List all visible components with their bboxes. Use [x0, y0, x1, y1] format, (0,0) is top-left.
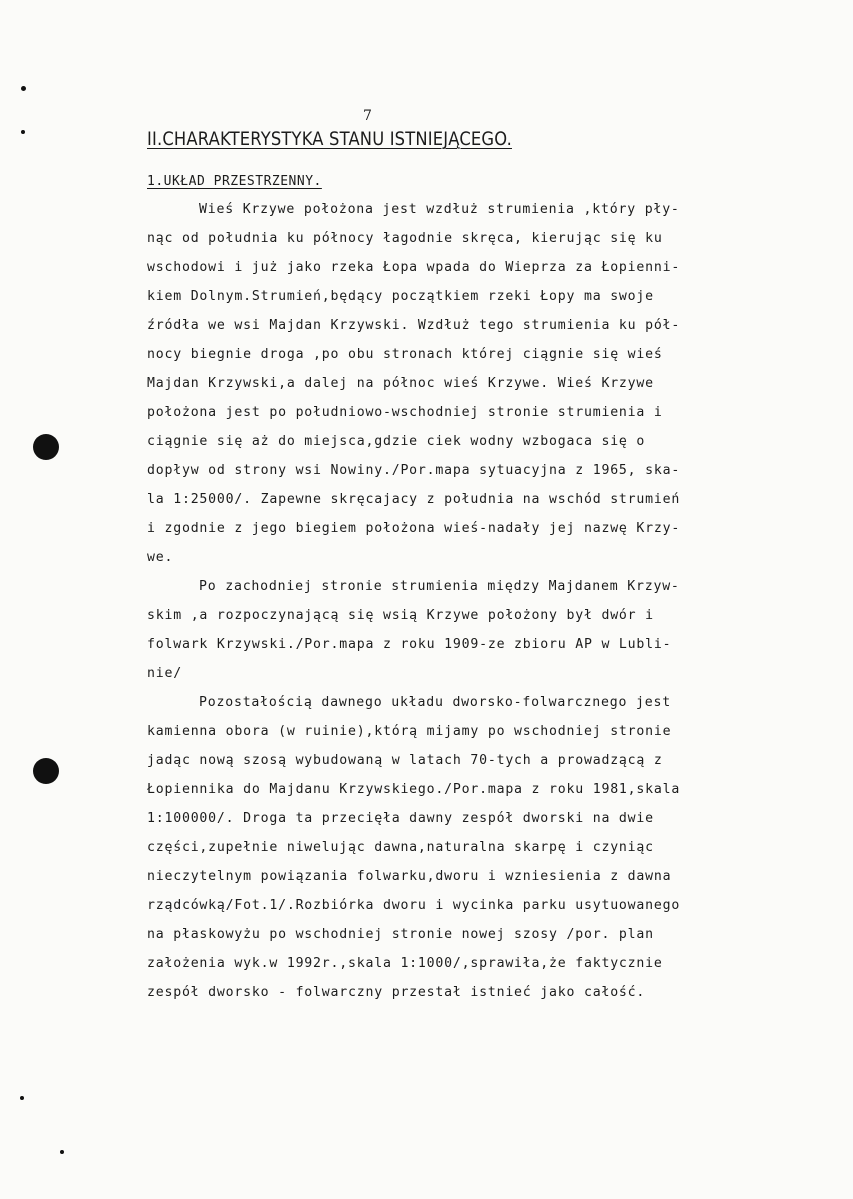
paragraph-line: jadąc nową szosą wybudowaną w latach 70-tych a prowadzącą z	[147, 753, 663, 768]
paragraph-line: Majdan Krzywski,a dalej na północ wieś Krzywe. Wieś Krzywe	[147, 376, 654, 391]
paragraph-line: i zgodnie z jego biegiem położona wieś-nadały jej nazwę Krzy-	[147, 521, 681, 536]
paragraph-line: części,zupełnie niwelując dawna,naturalna skarpę i czyniąc	[147, 840, 654, 855]
paragraph-line: założenia wyk.w 1992r.,skala 1:1000/,sprawiła,że faktycznie	[147, 956, 663, 971]
paragraph-line: Po zachodniej stronie strumienia między Majdanem Krzyw-	[199, 579, 680, 594]
paragraph-line: folwark Krzywski./Por.mapa z roku 1909-ze zbioru AP w Lubli-	[147, 637, 672, 652]
paragraph-line: Łopiennika do Majdanu Krzywskiego./Por.mapa z roku 1981,skala	[147, 782, 681, 797]
paragraph-line: nocy biegnie droga ,po obu stronach której ciągnie się wieś	[147, 347, 663, 362]
punch-hole	[33, 758, 59, 784]
paragraph-line: nieczytelnym powiązania folwarku,dworu i wzniesienia z dawna	[147, 869, 672, 884]
binder-dot	[21, 86, 26, 91]
paragraph-line: la 1:25000/. Zapewne skręcajacy z południa na wschód strumień	[147, 492, 681, 507]
binder-dot	[21, 130, 25, 134]
binder-dot	[60, 1150, 64, 1154]
paragraph-line: położona jest po południowo-wschodniej stronie strumienia i	[147, 405, 663, 420]
paragraph-line: nie/	[147, 666, 182, 681]
paragraph-line: kamienna obora (w ruinie),którą mijamy po wschodniej stronie	[147, 724, 672, 739]
paragraph-line: ciągnie się aż do miejsca,gdzie ciek wodny wzbogaca się o	[147, 434, 646, 449]
paragraph-line: zespół dworsko - folwarczny przestał istnieć jako całość.	[147, 985, 646, 1000]
paragraph-line: 1:100000/. Droga ta przecięła dawny zespół dworski na dwie	[147, 811, 654, 826]
paragraph-line: Pozostałością dawnego układu dworsko-folwarcznego jest	[199, 695, 671, 710]
paragraph-line: we.	[147, 550, 174, 565]
paragraph-line: nąc od południa ku północy łagodnie skręca, kierując się ku	[147, 231, 663, 246]
binder-dot	[20, 1096, 24, 1100]
paragraph-line: dopływ od strony wsi Nowiny./Por.mapa sytuacyjna z 1965, ska-	[147, 463, 681, 478]
paragraph-line: wschodowi i już jako rzeka Łopa wpada do Wieprza za Łopienni-	[147, 260, 681, 275]
paragraph-line: na płaskowyżu po wschodniej stronie nowej szosy /por. plan	[147, 927, 654, 942]
section-heading: 1.UKŁAD PRZESTRZENNY.	[147, 174, 322, 189]
chapter-title: II.CHARAKTERYSTYKA STANU ISTNIEJĄCEGO.	[147, 128, 512, 150]
paragraph-line: źródła we wsi Majdan Krzywski. Wzdłuż tego strumienia ku pół-	[147, 318, 681, 333]
paragraph-line: rządcówką/Fot.1/.Rozbiórka dworu i wycinka parku usytuowanego	[147, 898, 681, 913]
paragraph-line: skim ,a rozpoczynającą się wsią Krzywe położony był dwór i	[147, 608, 654, 623]
paragraph-line: Wieś Krzywe położona jest wzdłuż strumienia ,który pły-	[199, 202, 680, 217]
punch-hole	[33, 434, 59, 460]
paragraph-line: kiem Dolnym.Strumień,będący początkiem rzeki Łopy ma swoje	[147, 289, 654, 304]
page-number: 7	[363, 108, 372, 124]
